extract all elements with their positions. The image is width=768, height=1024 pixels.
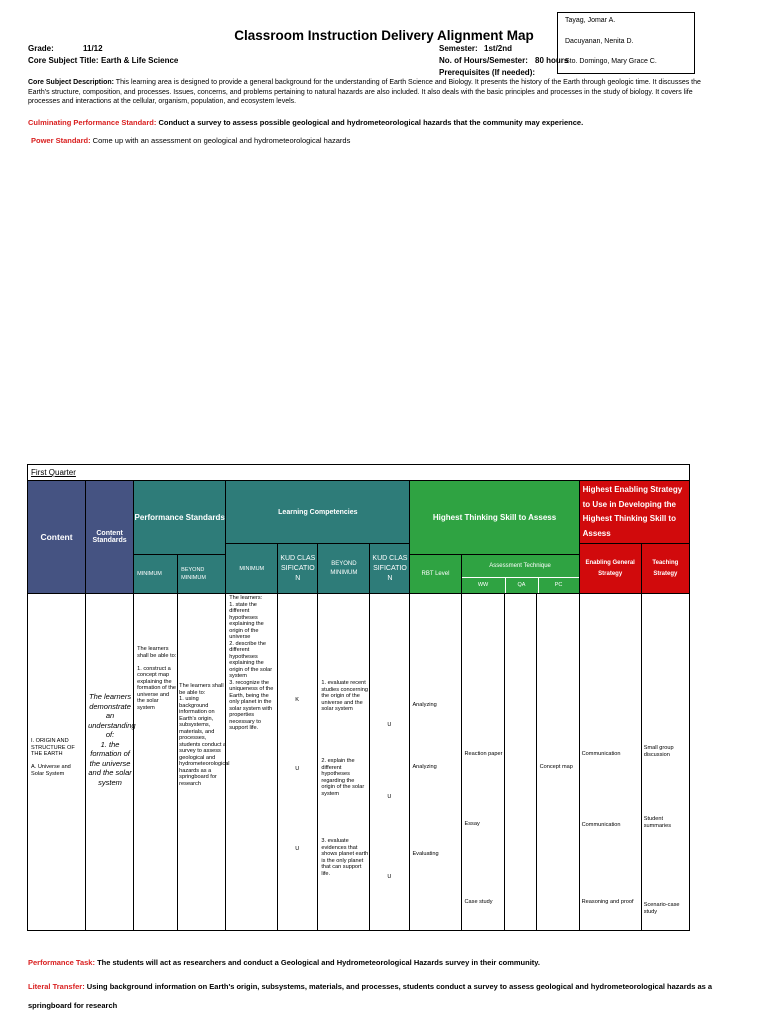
lc-beyond-1: 1. evaluate recent studies concerning the origin of the universe and the solar system — [321, 680, 368, 712]
ww-header: WW — [462, 578, 506, 593]
learning-competencies-header: Learning Competencies — [226, 481, 410, 544]
description-text: This learning area is designed to provide a general background for the understanding of Earth Science and Biology. It presents the history of the Earth through geologic time. It discusses the Earth's structure, composition, and processes. Issues, concerns, and problems pertaining to natural hazards are also included. It also deals with the basic principles and processes in the study of biology. It covers life processes and interactions at the cellular, organism, population, and ecosystem levels. — [28, 79, 701, 105]
table-row — [28, 594, 690, 931]
literal-transfer-text: Using background information on Earth's origin, subsystems, materials, and processes, students conduct a survey to assess geological and hydrometeorological hazards as a springboard for research — [28, 982, 713, 1010]
content-cell — [28, 594, 86, 931]
ps-minimum-cell — [134, 594, 178, 931]
teaching-2: Student summaries — [643, 816, 672, 829]
grade-value: 11/12 — [83, 44, 103, 53]
ww-cell — [461, 594, 504, 931]
teaching-3: Scenario-case study — [643, 902, 680, 915]
alignment-table — [27, 464, 690, 931]
kud-min-3: U — [295, 846, 300, 852]
kud-beyond-1: U — [387, 722, 392, 728]
culminating-standard — [28, 118, 583, 127]
literal-transfer-label: Literal Transfer: — [28, 982, 85, 991]
performance-task-text: The students will act as researchers and conduct a Geological and Hydrometeorological Hazards survey in their community. — [94, 958, 540, 967]
pc-1: Concept map — [539, 764, 573, 770]
performance-task — [28, 958, 738, 967]
content-text: I. ORIGIN AND STRUCTURE OF THE EARTH A. Universe and Solar System — [31, 738, 75, 777]
semester-value: 1st/2nd — [484, 44, 513, 53]
content-standards-text: The learners demonstrate an understanding of: 1. the formation of the universe and the solar system — [88, 692, 136, 787]
ps-beyond-header: BEYOND MINIMUM — [178, 555, 226, 594]
content-header: Content — [28, 481, 86, 594]
assessment-technique-header: Assessment Technique — [462, 555, 579, 578]
enabling-1: Communication — [581, 751, 621, 757]
kud-min-2: U — [295, 766, 300, 772]
ww-1: Reaction paper — [464, 751, 503, 757]
lc-beyond-cell — [318, 594, 370, 931]
pc-cell — [536, 594, 579, 931]
enabling-2: Communication — [581, 822, 621, 828]
rbt-level-cell — [410, 594, 461, 931]
lc-beyond-header: BEYOND MINIMUM — [318, 544, 370, 594]
rbt-1: Analyzing — [412, 702, 437, 708]
kud-beyond-cell — [370, 594, 410, 931]
teaching-strategy-cell — [641, 594, 689, 931]
lc-kud-header: KUD CLASSIFICATION — [278, 544, 318, 594]
semester-label: Semester: — [439, 44, 478, 53]
teaching-strategy-header: Teaching Strategy — [641, 544, 689, 594]
lc-beyond-2: 2. explain the different hypotheses regarding the origin of the solar system — [321, 758, 365, 797]
rbt-2: Analyzing — [412, 764, 437, 770]
hours-label: No. of Hours/Semester: — [439, 56, 528, 65]
ps-minimum-header: MINIMUM — [134, 555, 178, 594]
ps-beyond-text: The learners shall be able to: 1. using background information on Earth's origin, subsystems, materials, and processes, students conduct a survey to assess geological and hydrometeorological hazards as a springboard for research — [179, 683, 230, 787]
enabling-3: Reasoning and proof — [581, 899, 634, 905]
lc-minimum-header: MINIMUM — [226, 544, 278, 594]
lc-beyond-3: 3. evaluate evidences that shows planet earth is the only planet that can support life. — [321, 838, 369, 877]
enabling-general-header: Enabling General Strategy — [579, 544, 641, 594]
power-text: Come up with an assessment on geological and hydrometeorological hazards — [90, 136, 351, 145]
literal-transfer — [28, 977, 728, 1015]
pc-header: PC — [554, 582, 563, 588]
author-1: Tayag, Jomar A. — [565, 17, 616, 24]
power-label: Power Standard: — [31, 136, 91, 145]
ww-3: Case study — [464, 899, 493, 905]
qa-header: QA — [506, 578, 539, 593]
quarter-label: First Quarter — [31, 468, 76, 477]
culminating-text: Conduct a survey to assess possible geological and hydrometeorological hazards that the community may experience. — [156, 118, 584, 127]
lc-minimum-cell — [226, 594, 278, 931]
kud-beyond-3: U — [387, 874, 392, 880]
kud-min-1: K — [295, 697, 300, 703]
enabling-general-cell — [579, 594, 641, 931]
content-standards-header: Content Standards — [86, 481, 134, 594]
lc-minimum-text: The learners: 1. state the different hypotheses explaining the origin of the universe 2. describe the different hypotheses explaining the origin of the solar system 3. recognize the uniqueness of the Earth, being the only planet in the solar system with properties necessary to support life. — [229, 595, 274, 731]
grade-label: Grade: — [28, 44, 54, 53]
performance-task-label: Performance Task: — [28, 958, 95, 967]
culminating-label: Culminating Performance Standard: — [28, 118, 157, 127]
prerequisites-label: Prerequisites (If needed): — [439, 68, 536, 77]
performance-standards-header: Performance Standards — [134, 481, 226, 555]
ww-2: Essay — [464, 821, 480, 827]
power-standard — [31, 136, 350, 145]
teaching-1: Small group discussion — [643, 745, 674, 758]
author-3: Sto. Domingo, Mary Grace C. — [565, 58, 657, 65]
rbt-3: Evaluating — [412, 851, 439, 857]
quarter-label-cell — [28, 465, 690, 481]
description-label: Core Subject Description: — [28, 79, 114, 86]
rbt-level-header: RBT Level — [410, 555, 461, 594]
hours-value: 80 hours — [535, 56, 569, 65]
highest-enabling-header: Highest Enabling Strategy to Use in Developing the Highest Thinking Skill to Assess — [579, 481, 689, 544]
highest-thinking-header: Highest Thinking Skill to Assess — [410, 481, 579, 555]
assessment-technique-group — [461, 555, 579, 594]
document-title: Classroom Instruction Delivery Alignment Map — [234, 28, 534, 43]
authors-box — [557, 12, 695, 74]
kud-minimum-cell — [278, 594, 318, 931]
lc-kud-beyond-header: KUD CLASSIFICATION — [370, 544, 410, 594]
ps-beyond-cell — [178, 594, 230, 931]
subject-title-label: Core Subject Title: — [28, 56, 99, 65]
ps-minimum-text: The learners shall be able to: 1. construct a concept map explaining the formation of the universe and the solar system — [137, 646, 177, 711]
subject-description — [28, 78, 718, 107]
qa-cell — [504, 594, 536, 931]
subject-title-value: Earth & Life Science — [101, 56, 179, 65]
kud-beyond-2: U — [387, 794, 392, 800]
content-standards-cell — [86, 594, 134, 931]
author-2: Dacuyanan, Nenita D. — [565, 38, 634, 45]
